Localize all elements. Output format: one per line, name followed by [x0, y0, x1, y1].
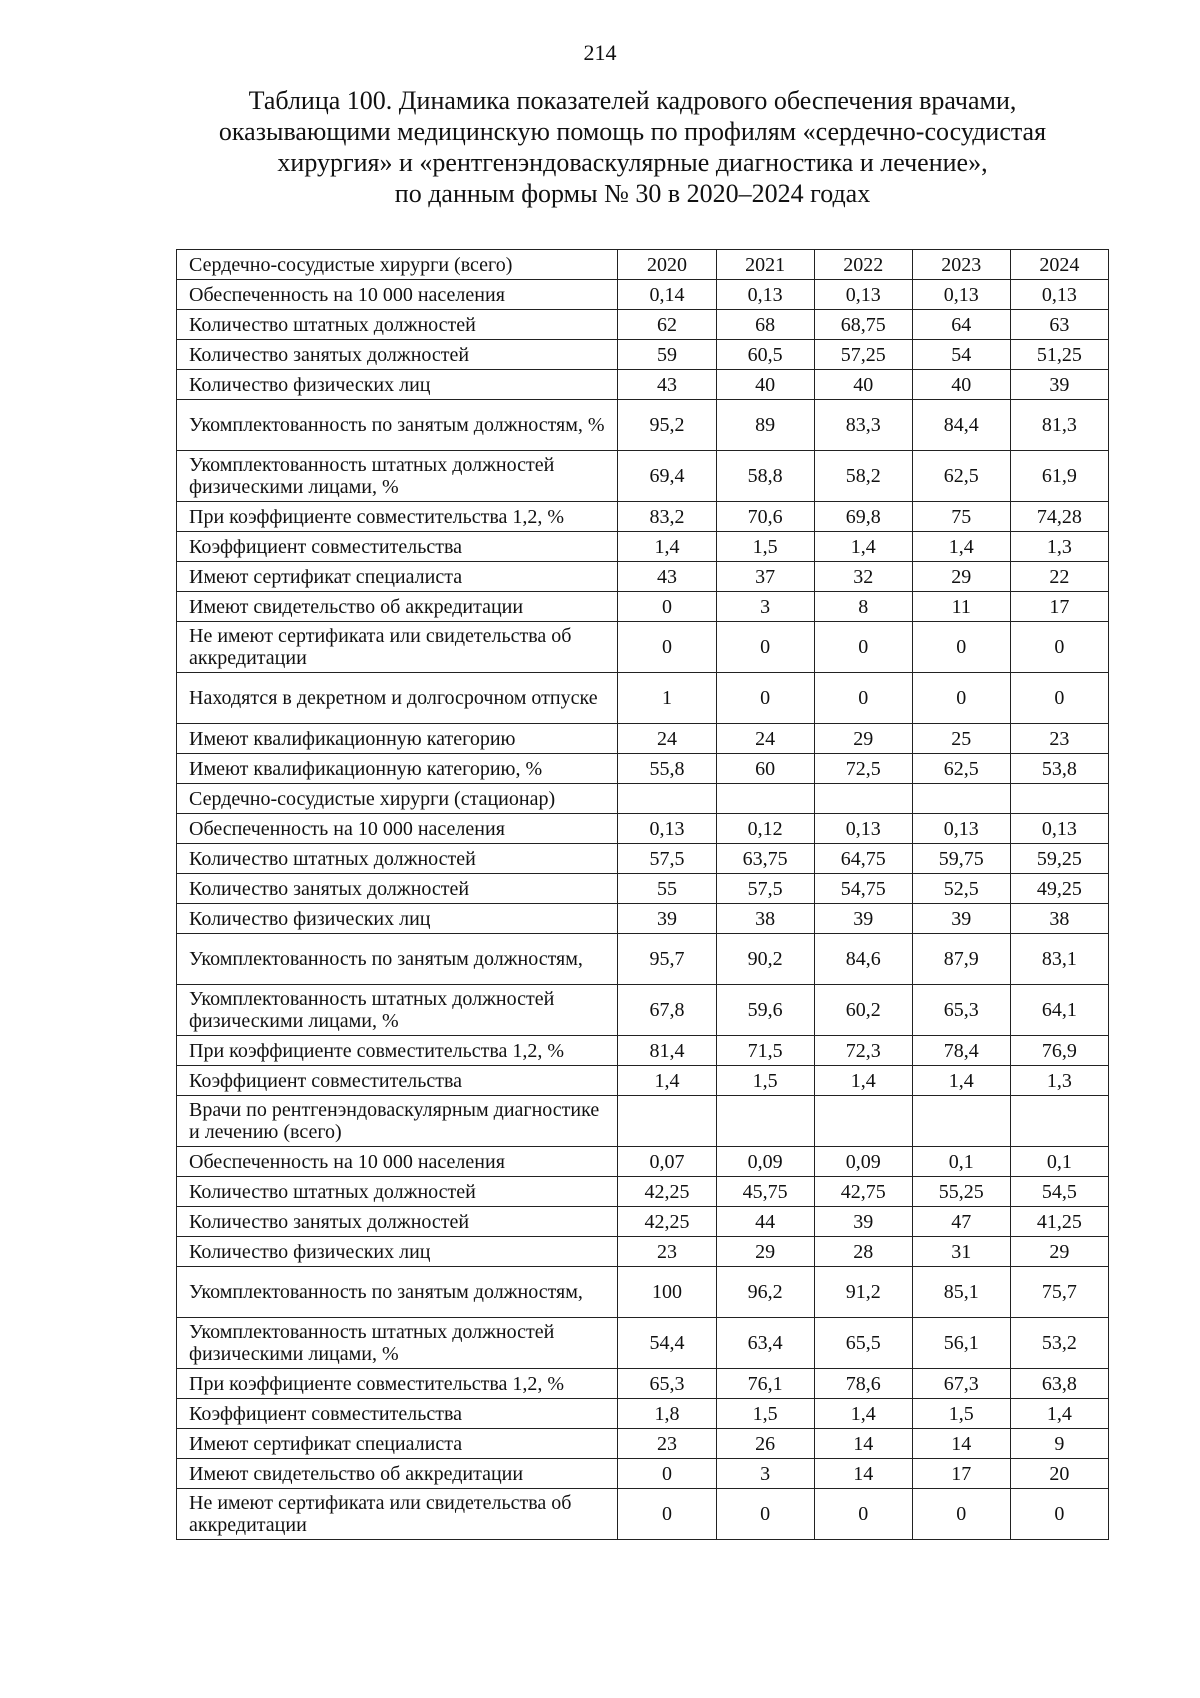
value-cell: 83,3 — [814, 400, 912, 451]
row-label: Укомплектованность штатных должностей физическими лицами, % — [177, 1318, 618, 1369]
value-cell: 68,75 — [814, 310, 912, 340]
value-cell: 62 — [618, 310, 716, 340]
table-row — [177, 1177, 1109, 1207]
value-cell: 83,1 — [1010, 934, 1108, 985]
value-cell: 0,13 — [1010, 280, 1108, 310]
table-row — [177, 250, 1109, 280]
value-cell: 14 — [814, 1429, 912, 1459]
value-cell: 1,4 — [1010, 1399, 1108, 1429]
row-label: Количество физических лиц — [177, 370, 618, 400]
value-cell: 70,6 — [716, 502, 814, 532]
row-label: Коэффициент совместительства — [177, 1066, 618, 1096]
table-row — [177, 1096, 1109, 1147]
value-cell: 54,75 — [814, 874, 912, 904]
value-cell: 71,5 — [716, 1036, 814, 1066]
value-cell: 0 — [716, 673, 814, 724]
value-cell: 57,5 — [716, 874, 814, 904]
value-cell: 1 — [618, 673, 716, 724]
value-cell: 0,1 — [1010, 1147, 1108, 1177]
table-row — [177, 562, 1109, 592]
value-cell: 60 — [716, 754, 814, 784]
table-row — [177, 1267, 1109, 1318]
value-cell: 25 — [912, 724, 1010, 754]
value-cell: 42,25 — [618, 1207, 716, 1237]
value-cell: 1,5 — [912, 1399, 1010, 1429]
value-cell — [716, 784, 814, 814]
value-cell: 38 — [1010, 904, 1108, 934]
table-row — [177, 754, 1109, 784]
value-cell: 40 — [814, 370, 912, 400]
table-title-line: по данным формы № 30 в 2020–2024 годах — [394, 179, 871, 208]
value-cell: 85,1 — [912, 1267, 1010, 1318]
value-cell: 0 — [912, 1489, 1010, 1540]
row-label: Укомплектованность штатных должностей физическими лицами, % — [177, 451, 618, 502]
value-cell: 59,6 — [716, 985, 814, 1036]
value-cell: 67,3 — [912, 1369, 1010, 1399]
value-cell: 90,2 — [716, 934, 814, 985]
value-cell: 61,9 — [1010, 451, 1108, 502]
value-cell: 17 — [1010, 592, 1108, 622]
value-cell: 24 — [716, 724, 814, 754]
table-row — [177, 934, 1109, 985]
table-row — [177, 724, 1109, 754]
value-cell: 65,5 — [814, 1318, 912, 1369]
value-cell: 0,14 — [618, 280, 716, 310]
value-cell: 55,25 — [912, 1177, 1010, 1207]
value-cell: 78,4 — [912, 1036, 1010, 1066]
value-cell: 58,8 — [716, 451, 814, 502]
value-cell: 26 — [716, 1429, 814, 1459]
value-cell: 55,8 — [618, 754, 716, 784]
row-label: Количество занятых должностей — [177, 340, 618, 370]
value-cell: 0,13 — [716, 280, 814, 310]
value-cell: 29 — [1010, 1237, 1108, 1267]
value-cell: 0,1 — [912, 1147, 1010, 1177]
value-cell: 74,28 — [1010, 502, 1108, 532]
value-cell: 1,4 — [814, 1066, 912, 1096]
row-label: Находятся в декретном и долгосрочном отпуске — [177, 673, 618, 724]
value-cell: 0,13 — [1010, 814, 1108, 844]
value-cell: 72,3 — [814, 1036, 912, 1066]
table-row — [177, 1318, 1109, 1369]
row-label: Имеют сертификат специалиста — [177, 1429, 618, 1459]
value-cell — [814, 784, 912, 814]
value-cell: 1,5 — [716, 532, 814, 562]
row-label: Укомплектованность по занятым должностям, — [177, 934, 618, 985]
table-row — [177, 340, 1109, 370]
value-cell: 39 — [912, 904, 1010, 934]
table-row — [177, 784, 1109, 814]
value-cell: 24 — [618, 724, 716, 754]
value-cell: 0 — [814, 1489, 912, 1540]
value-cell: 57,5 — [618, 844, 716, 874]
value-cell: 0 — [618, 1489, 716, 1540]
table-row — [177, 1489, 1109, 1540]
value-cell: 2023 — [912, 250, 1010, 280]
value-cell: 2021 — [716, 250, 814, 280]
value-cell: 59,75 — [912, 844, 1010, 874]
value-cell: 0 — [1010, 673, 1108, 724]
row-label: При коэффициенте совместительства 1,2, % — [177, 1369, 618, 1399]
value-cell: 29 — [814, 724, 912, 754]
value-cell: 0 — [1010, 622, 1108, 673]
value-cell: 3 — [716, 592, 814, 622]
value-cell: 84,4 — [912, 400, 1010, 451]
table-row — [177, 1036, 1109, 1066]
table-row — [177, 985, 1109, 1036]
table-row — [177, 1207, 1109, 1237]
value-cell: 1,4 — [618, 532, 716, 562]
row-label: Количество штатных должностей — [177, 844, 618, 874]
value-cell: 31 — [912, 1237, 1010, 1267]
table-row — [177, 1369, 1109, 1399]
row-label: Имеют свидетельство об аккредитации — [177, 592, 618, 622]
value-cell: 63,8 — [1010, 1369, 1108, 1399]
value-cell: 96,2 — [716, 1267, 814, 1318]
value-cell: 59 — [618, 340, 716, 370]
staffing-table — [176, 249, 1109, 1540]
value-cell: 47 — [912, 1207, 1010, 1237]
row-label: Количество занятых должностей — [177, 874, 618, 904]
row-label: Имеют сертификат специалиста — [177, 562, 618, 592]
value-cell: 0,09 — [716, 1147, 814, 1177]
row-label: Укомплектованность штатных должностей физическими лицами, % — [177, 985, 618, 1036]
value-cell: 62,5 — [912, 451, 1010, 502]
value-cell: 1,3 — [1010, 1066, 1108, 1096]
value-cell: 0,07 — [618, 1147, 716, 1177]
table-title-line: хирургия» и «рентгенэндоваскулярные диагностика и лечение», — [277, 148, 988, 177]
value-cell: 11 — [912, 592, 1010, 622]
row-label: Не имеют сертификата или свидетельства об аккредитации — [177, 1489, 618, 1540]
value-cell: 2024 — [1010, 250, 1108, 280]
table-row — [177, 400, 1109, 451]
value-cell: 69,4 — [618, 451, 716, 502]
value-cell: 1,4 — [814, 532, 912, 562]
table-row — [177, 673, 1109, 724]
value-cell: 42,25 — [618, 1177, 716, 1207]
value-cell: 45,75 — [716, 1177, 814, 1207]
table-title-line: оказывающими медицинскую помощь по профилям «сердечно-сосудистая — [218, 117, 1047, 146]
table-row — [177, 1429, 1109, 1459]
value-cell — [912, 1096, 1010, 1147]
table-row — [177, 844, 1109, 874]
value-cell: 63 — [1010, 310, 1108, 340]
value-cell: 65,3 — [618, 1369, 716, 1399]
value-cell: 54 — [912, 340, 1010, 370]
value-cell: 0,13 — [912, 814, 1010, 844]
value-cell: 0 — [912, 622, 1010, 673]
value-cell: 22 — [1010, 562, 1108, 592]
value-cell: 83,2 — [618, 502, 716, 532]
row-label: Имеют квалификационную категорию, % — [177, 754, 618, 784]
row-label: Количество штатных должностей — [177, 310, 618, 340]
value-cell: 64 — [912, 310, 1010, 340]
value-cell: 68 — [716, 310, 814, 340]
value-cell: 1,4 — [618, 1066, 716, 1096]
value-cell: 3 — [716, 1459, 814, 1489]
value-cell: 2020 — [618, 250, 716, 280]
table-body — [177, 250, 1109, 1540]
value-cell — [618, 784, 716, 814]
value-cell: 14 — [814, 1459, 912, 1489]
table-row — [177, 1147, 1109, 1177]
value-cell: 53,8 — [1010, 754, 1108, 784]
value-cell: 75 — [912, 502, 1010, 532]
row-label: Врачи по рентгенэндоваскулярным диагностике и лечению (всего) — [177, 1096, 618, 1147]
row-label: Обеспеченность на 10 000 населения — [177, 1147, 618, 1177]
value-cell: 62,5 — [912, 754, 1010, 784]
value-cell: 23 — [618, 1429, 716, 1459]
value-cell: 81,4 — [618, 1036, 716, 1066]
value-cell: 49,25 — [1010, 874, 1108, 904]
value-cell: 55 — [618, 874, 716, 904]
table-row — [177, 814, 1109, 844]
row-label: Количество физических лиц — [177, 904, 618, 934]
value-cell: 64,75 — [814, 844, 912, 874]
table-row — [177, 451, 1109, 502]
table-row — [177, 280, 1109, 310]
value-cell: 60,2 — [814, 985, 912, 1036]
table-row — [177, 502, 1109, 532]
value-cell: 91,2 — [814, 1267, 912, 1318]
value-cell: 54,5 — [1010, 1177, 1108, 1207]
value-cell: 63,75 — [716, 844, 814, 874]
table-row — [177, 622, 1109, 673]
value-cell: 39 — [814, 1207, 912, 1237]
value-cell: 57,25 — [814, 340, 912, 370]
row-label: Не имеют сертификата или свидетельства об аккредитации — [177, 622, 618, 673]
value-cell: 58,2 — [814, 451, 912, 502]
table-title-line: Таблица 100. Динамика показателей кадрового обеспечения врачами, — [248, 86, 1017, 115]
value-cell: 0 — [814, 622, 912, 673]
value-cell: 0 — [716, 622, 814, 673]
row-label: Обеспеченность на 10 000 населения — [177, 280, 618, 310]
value-cell: 32 — [814, 562, 912, 592]
value-cell: 69,8 — [814, 502, 912, 532]
value-cell: 52,5 — [912, 874, 1010, 904]
value-cell: 1,4 — [912, 532, 1010, 562]
value-cell: 44 — [716, 1207, 814, 1237]
page-number: 214 — [583, 40, 617, 65]
row-label: Укомплектованность по занятым должностям, — [177, 1267, 618, 1318]
row-label: Сердечно-сосудистые хирурги (стационар) — [177, 784, 618, 814]
value-cell: 37 — [716, 562, 814, 592]
value-cell: 64,1 — [1010, 985, 1108, 1036]
value-cell: 87,9 — [912, 934, 1010, 985]
value-cell: 59,25 — [1010, 844, 1108, 874]
value-cell — [814, 1096, 912, 1147]
value-cell: 1,4 — [814, 1399, 912, 1429]
value-cell: 20 — [1010, 1459, 1108, 1489]
row-label: Коэффициент совместительства — [177, 532, 618, 562]
value-cell — [1010, 1096, 1108, 1147]
row-label: При коэффициенте совместительства 1,2, % — [177, 1036, 618, 1066]
value-cell: 40 — [716, 370, 814, 400]
value-cell: 2022 — [814, 250, 912, 280]
table-row — [177, 904, 1109, 934]
value-cell: 17 — [912, 1459, 1010, 1489]
table-row — [177, 874, 1109, 904]
row-label: Имеют квалификационную категорию — [177, 724, 618, 754]
table-row — [177, 310, 1109, 340]
value-cell: 100 — [618, 1267, 716, 1318]
value-cell — [618, 1096, 716, 1147]
value-cell: 89 — [716, 400, 814, 451]
table-title — [160, 85, 1105, 209]
row-label: Сердечно-сосудистые хирурги (всего) — [177, 250, 618, 280]
value-cell: 39 — [1010, 370, 1108, 400]
value-cell — [1010, 784, 1108, 814]
value-cell: 1,8 — [618, 1399, 716, 1429]
value-cell: 14 — [912, 1429, 1010, 1459]
value-cell: 54,4 — [618, 1318, 716, 1369]
table-row — [177, 1237, 1109, 1267]
value-cell: 95,2 — [618, 400, 716, 451]
value-cell: 0,13 — [814, 280, 912, 310]
value-cell: 65,3 — [912, 985, 1010, 1036]
value-cell: 38 — [716, 904, 814, 934]
value-cell: 1,4 — [912, 1066, 1010, 1096]
value-cell: 0,09 — [814, 1147, 912, 1177]
row-label: Количество физических лиц — [177, 1237, 618, 1267]
value-cell: 0 — [1010, 1489, 1108, 1540]
value-cell: 0,12 — [716, 814, 814, 844]
value-cell: 72,5 — [814, 754, 912, 784]
value-cell: 81,3 — [1010, 400, 1108, 451]
row-label: При коэффициенте совместительства 1,2, % — [177, 502, 618, 532]
value-cell: 95,7 — [618, 934, 716, 985]
value-cell: 0 — [618, 592, 716, 622]
row-label: Количество штатных должностей — [177, 1177, 618, 1207]
value-cell: 1,5 — [716, 1066, 814, 1096]
value-cell: 23 — [1010, 724, 1108, 754]
value-cell: 76,9 — [1010, 1036, 1108, 1066]
value-cell: 0,13 — [814, 814, 912, 844]
value-cell: 0,13 — [912, 280, 1010, 310]
value-cell: 28 — [814, 1237, 912, 1267]
value-cell: 67,8 — [618, 985, 716, 1036]
value-cell: 9 — [1010, 1429, 1108, 1459]
value-cell: 0 — [618, 1459, 716, 1489]
row-label: Количество занятых должностей — [177, 1207, 618, 1237]
value-cell: 75,7 — [1010, 1267, 1108, 1318]
table-row — [177, 1459, 1109, 1489]
value-cell: 43 — [618, 562, 716, 592]
value-cell: 39 — [814, 904, 912, 934]
value-cell: 1,3 — [1010, 532, 1108, 562]
table-row — [177, 592, 1109, 622]
value-cell: 84,6 — [814, 934, 912, 985]
row-label: Укомплектованность по занятым должностям, % — [177, 400, 618, 451]
row-label: Обеспеченность на 10 000 населения — [177, 814, 618, 844]
value-cell: 29 — [912, 562, 1010, 592]
value-cell: 53,2 — [1010, 1318, 1108, 1369]
value-cell — [716, 1096, 814, 1147]
value-cell: 0 — [618, 622, 716, 673]
value-cell: 78,6 — [814, 1369, 912, 1399]
value-cell: 0,13 — [618, 814, 716, 844]
value-cell: 76,1 — [716, 1369, 814, 1399]
value-cell: 56,1 — [912, 1318, 1010, 1369]
value-cell: 43 — [618, 370, 716, 400]
value-cell: 8 — [814, 592, 912, 622]
value-cell: 41,25 — [1010, 1207, 1108, 1237]
row-label: Имеют свидетельство об аккредитации — [177, 1459, 618, 1489]
value-cell: 0 — [814, 673, 912, 724]
value-cell: 29 — [716, 1237, 814, 1267]
value-cell: 40 — [912, 370, 1010, 400]
row-label: Коэффициент совместительства — [177, 1399, 618, 1429]
table-row — [177, 532, 1109, 562]
value-cell — [912, 784, 1010, 814]
value-cell: 23 — [618, 1237, 716, 1267]
value-cell: 1,5 — [716, 1399, 814, 1429]
value-cell: 0 — [716, 1489, 814, 1540]
table-row — [177, 1066, 1109, 1096]
value-cell: 60,5 — [716, 340, 814, 370]
table-row — [177, 370, 1109, 400]
value-cell: 51,25 — [1010, 340, 1108, 370]
value-cell: 63,4 — [716, 1318, 814, 1369]
value-cell: 0 — [912, 673, 1010, 724]
value-cell: 39 — [618, 904, 716, 934]
table-row — [177, 1399, 1109, 1429]
value-cell: 42,75 — [814, 1177, 912, 1207]
